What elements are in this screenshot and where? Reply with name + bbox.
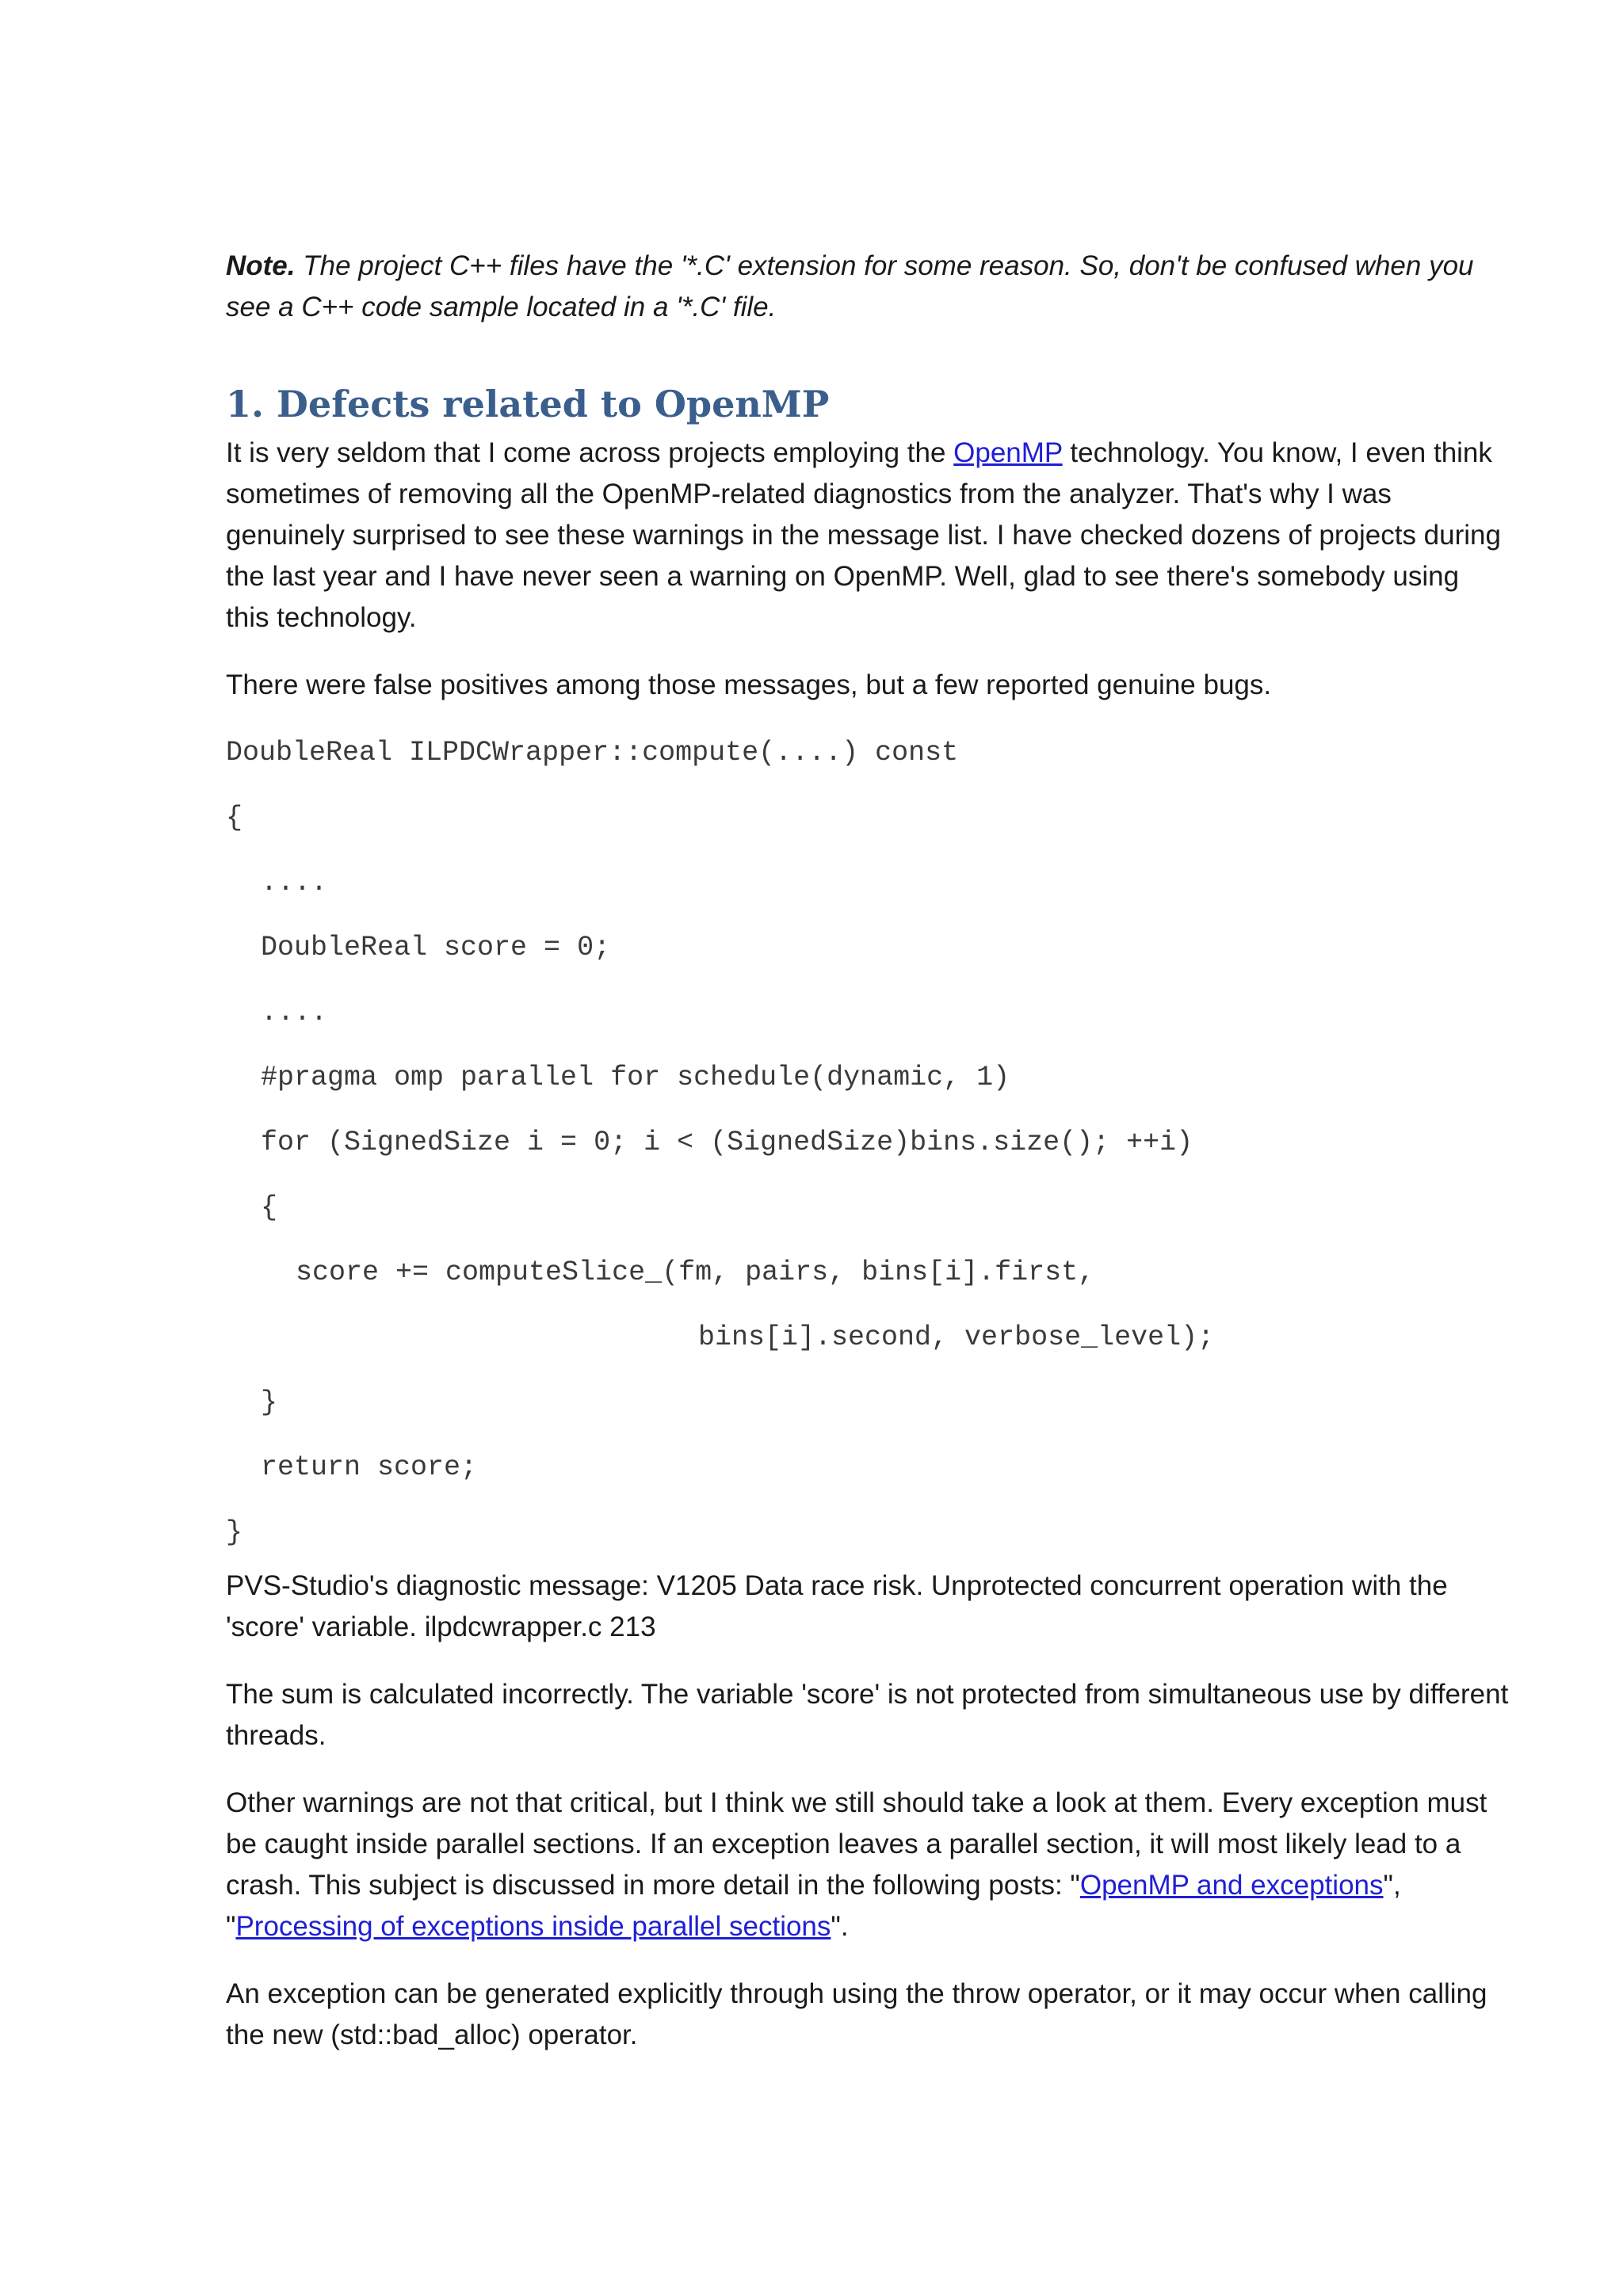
code-line: .... — [261, 997, 328, 1028]
note-paragraph — [226, 246, 1510, 328]
code-line: } — [261, 1386, 278, 1418]
section-heading: 1. Defects related to OpenMP — [226, 383, 830, 425]
false-positives-paragraph: There were false positives among those messages, but a few reported genuine bugs. — [226, 669, 1272, 700]
other-warnings-paragraph — [226, 1783, 1510, 1947]
code-line: .... — [261, 867, 328, 898]
intro-text-before: It is very seldom that I come across projects employing the — [226, 437, 954, 468]
code-line: DoubleReal score = 0; — [261, 932, 611, 963]
code-line: { — [261, 1192, 278, 1223]
sum-paragraph: The sum is calculated incorrectly. The variable 'score' is not protected from simultaneous use by different threads. — [226, 1679, 1509, 1751]
other-text-between: ", " — [226, 1870, 1401, 1942]
other-text-before: Other warnings are not that critical, but I think we still should take a look at them. Every exception must be caught inside parallel sections. If an exception leaves a parallel section, it will most likely lead to a crash. This subject is discussed in more detail in the following posts: " — [226, 1787, 1487, 1901]
note-label: Note. — [226, 250, 296, 281]
intro-paragraph — [226, 433, 1510, 639]
note-text: The project C++ files have the '*.C' extension for some reason. So, don't be confused when you see a C++ code sample located in a '*.C' file. — [226, 250, 1474, 322]
code-line: #pragma omp parallel for schedule(dynamic, 1) — [261, 1062, 1010, 1093]
other-text-after: ". — [831, 1911, 849, 1942]
code-line: return score; — [261, 1451, 478, 1483]
code-line: bins[i].second, verbose_level); — [698, 1322, 1215, 1353]
code-line: for (SignedSize i = 0; i < (SignedSize)bins.size(); ++i) — [261, 1127, 1193, 1158]
diagnostic-paragraph: PVS-Studio's diagnostic message: V1205 Data race risk. Unprotected concurrent operation with the 'score' variable. ilpdcwrapper.c 213 — [226, 1570, 1448, 1642]
intro-text-after: technology. You know, I even think sometimes of removing all the OpenMP-related diagnostics from the analyzer. That's why I was genuinely surprised to see these warnings in the message list. I have checked dozens of projects during the last year and I have never seen a warning on OpenMP. Well, glad to see there's somebody using this technology. — [226, 437, 1501, 633]
code-line: } — [226, 1516, 243, 1548]
code-line: score += computeSlice_(fm, pairs, bins[i].first, — [296, 1257, 1095, 1288]
code-sample — [226, 732, 1510, 1559]
openmp-exceptions-link[interactable]: OpenMP and exceptions — [1079, 1870, 1384, 1901]
processing-exceptions-link[interactable]: Processing of exceptions inside parallel sections — [235, 1911, 831, 1942]
exception-paragraph: An exception can be generated explicitly through using the throw operator, or it may occur when calling the new (std::bad_alloc) operator. — [226, 1978, 1487, 2050]
article-page — [226, 246, 1510, 2082]
code-line: DoubleReal ILPDCWrapper::compute(....) const — [226, 737, 959, 769]
openmp-link[interactable]: OpenMP — [953, 437, 1063, 468]
code-line: { — [226, 802, 243, 833]
